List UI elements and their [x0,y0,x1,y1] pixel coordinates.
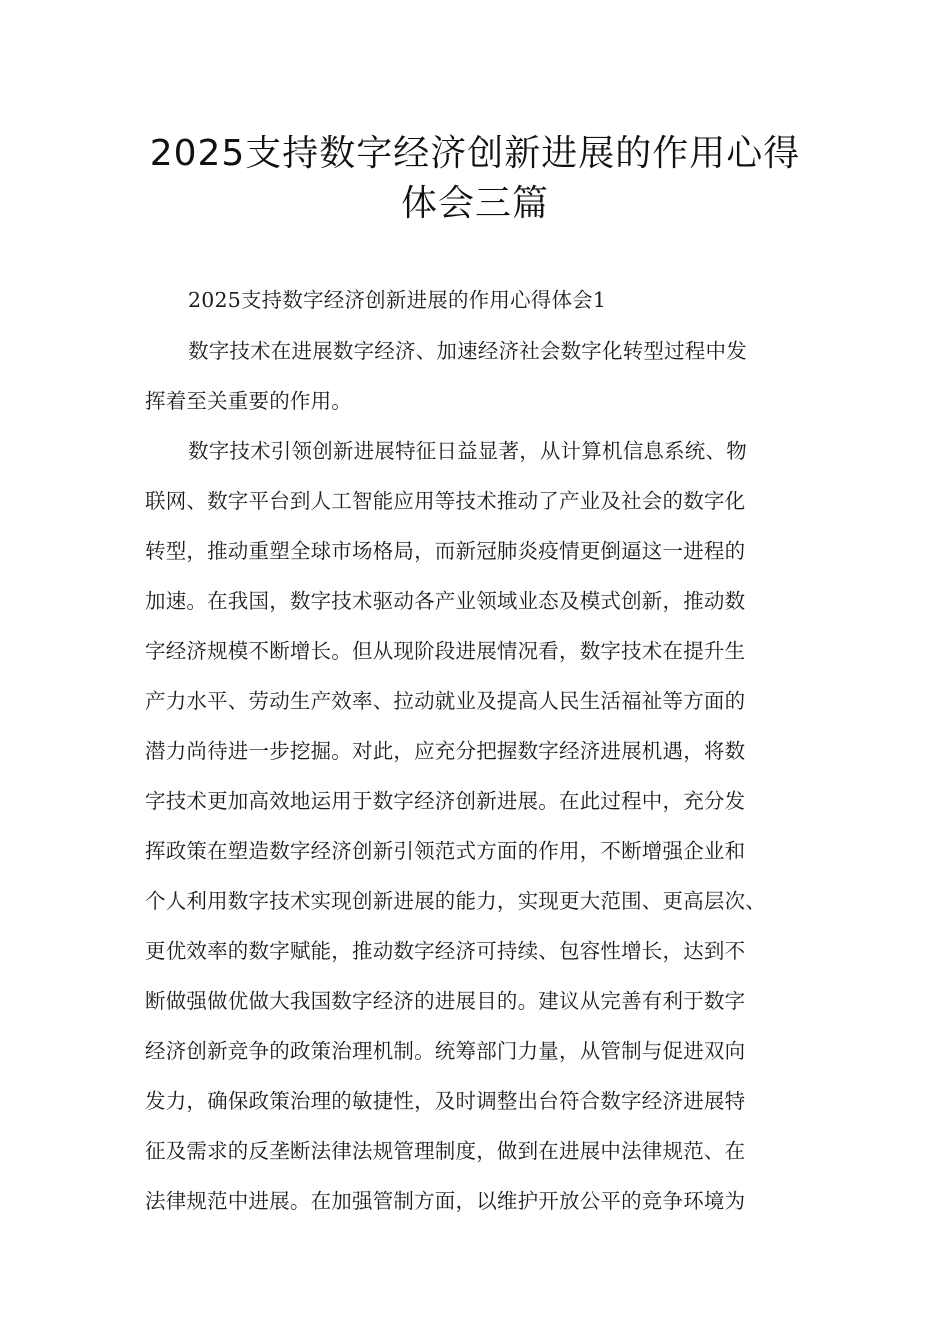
document-title-line-2: 体会三篇 [400,183,549,224]
paragraph-2-line-15: 征及需求的反垄断法律法规管理制度，做到在进展中法律规范、在 [145,1139,746,1163]
paragraph-2-line-9: 挥政策在塑造数字经济创新引领范式方面的作用，不断增强企业和 [145,839,746,863]
paragraph-2-line-1: 数字技术引领创新进展特征日益显著，从计算机信息系统、物 [188,439,747,463]
paragraph-2-line-4: 加速。在我国，数字技术驱动各产业领域业态及模式创新，推动数 [145,589,746,613]
paragraph-2-line-13: 经济创新竞争的政策治理机制。统筹部门力量，从管制与促进双向 [145,1039,746,1063]
paragraph-2-line-8: 字技术更加高效地运用于数字经济创新进展。在此过程中，充分发 [145,789,746,813]
paragraph-2-line-12: 断做强做优做大我国数字经济的进展目的。建议从完善有利于数字 [145,989,746,1013]
paragraph-2-line-3: 转型，推动重塑全球市场格局，而新冠肺炎疫情更倒逼这一进程的 [145,539,746,563]
document-title-line-1: 2025支持数字经济创新进展的作用心得 [149,133,801,174]
paragraph-2-line-2: 联网、数字平台到人工智能应用等技术推动了产业及社会的数字化 [145,489,746,513]
paragraph-2-line-10: 个人利用数字技术实现创新进展的能力，实现更大范围、更高层次、 [145,889,766,913]
paragraph-2-line-7: 潜力尚待进一步挖掘。对此，应充分把握数字经济进展机遇，将数 [145,739,746,763]
paragraph-1-line-2: 挥着至关重要的作用。 [145,389,352,413]
paragraph-2-line-16: 法律规范中进展。在加强管制方面，以维护开放公平的竞争环境为 [145,1189,746,1213]
section-subtitle: 2025支持数字经济创新进展的作用心得体会1 [188,288,607,312]
paragraph-2-line-14: 发力，确保政策治理的敏捷性，及时调整出台符合数字经济进展特 [145,1089,746,1113]
paragraph-2-line-11: 更优效率的数字赋能，推动数字经济可持续、包容性增长，达到不 [145,939,746,963]
paragraph-2-line-5: 字经济规模不断增长。但从现阶段进展情况看，数字技术在提升生 [145,639,746,663]
paragraph-1-line-1: 数字技术在进展数字经济、加速经济社会数字化转型过程中发 [188,339,747,363]
paragraph-2-line-6: 产力水平、劳动生产效率、拉动就业及提高人民生活福祉等方面的 [145,689,746,713]
